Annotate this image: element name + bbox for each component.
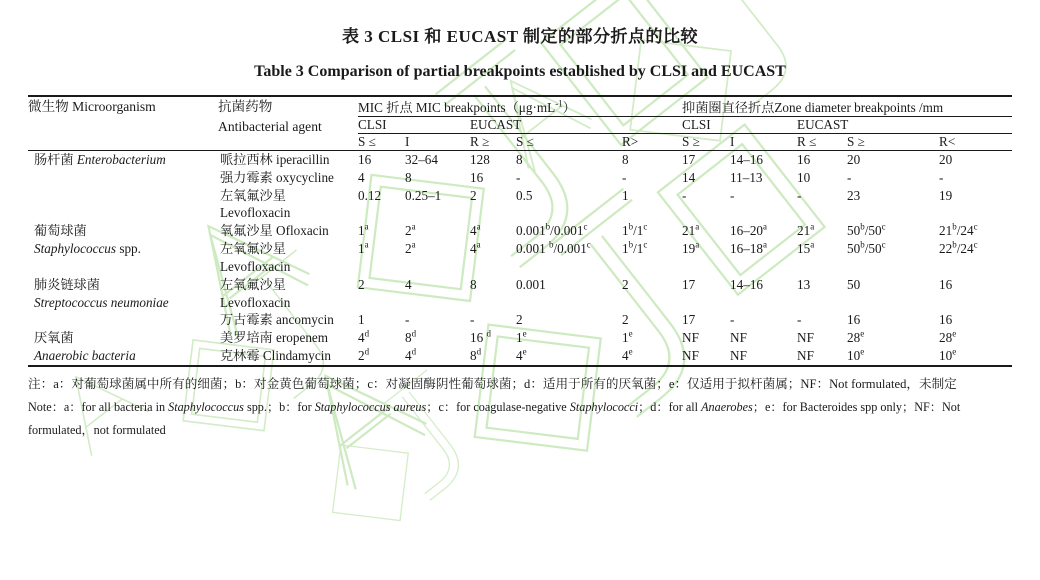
group-header-mic-text: MIC 折点 MIC $breakpoints(\mu g\cdot mL^{-1})$	[358, 98, 576, 115]
cell-microorganism: Streptococcus neumoniae	[34, 294, 169, 310]
cell-value: 2	[470, 187, 477, 203]
cell-value: 4e	[516, 346, 527, 363]
cell-value	[682, 294, 730, 312]
cell-value: NF	[797, 330, 814, 346]
col-header-zone-eucast-s: S ≥	[847, 134, 865, 149]
cell-value: 32–64	[405, 152, 438, 167]
table-body	[28, 151, 1012, 366]
cell-value: NF	[730, 347, 747, 363]
cell-value: NF	[797, 347, 814, 363]
cell-value: 8	[622, 152, 629, 167]
cell-value	[358, 294, 405, 312]
cell-value: -	[939, 169, 944, 185]
breakpoints-table	[28, 95, 1012, 367]
table-title-chinese: 表 3 CLSI 和 EUCAST 制定的部分折点的比较	[341, 27, 699, 46]
cell-value	[358, 204, 405, 222]
cell-value: 50$^b$/50$^c$	[847, 221, 886, 239]
cell-value: 16	[797, 152, 811, 167]
subgroup-mic-eucast: EUCAST	[470, 117, 682, 134]
cell-value	[405, 294, 470, 312]
cell-value: -	[847, 169, 852, 185]
stub-drug-label-cn: 抗菌药物	[218, 99, 273, 114]
cell-value: -	[797, 312, 802, 328]
cell-value: -	[405, 312, 410, 328]
cell-value: 8$^d$	[470, 346, 482, 363]
stub-microorganism-cell	[28, 96, 218, 151]
cell-value	[730, 204, 797, 222]
cell-microorganism: Anaerobic bacteria	[34, 347, 136, 363]
cell-value	[470, 204, 516, 222]
cell-value	[405, 204, 470, 222]
cell-value: 28e	[939, 328, 957, 346]
cell-value: 16	[847, 312, 861, 328]
cell-value: -	[730, 187, 735, 203]
cell-value	[847, 204, 939, 222]
footnote-chinese: 注：a：对葡萄球菌属中所有的细菌；b：对金黄色葡萄球菌；c：对凝固酶阴性葡萄球菌；d：适用于所有的厌氧菌；e：仅适用于拟杆菌属；NF：Not formulated，未制定	[28, 376, 957, 391]
cell-antibacterial-agent: 强力霉素 oxycycline	[220, 169, 334, 185]
cell-microorganism	[28, 204, 218, 222]
cell-microorganism: 肺炎链球菌	[34, 276, 100, 292]
cell-value: 0.25–1	[405, 187, 442, 203]
table-row	[28, 204, 1012, 222]
col-header-mic-eucast-s: S ≤	[516, 134, 534, 149]
cell-microorganism	[28, 187, 218, 205]
cell-value: 50$^b$/50$^c$	[847, 239, 886, 257]
table-row	[28, 222, 1012, 240]
cell-value: 4$^a$	[470, 221, 481, 239]
cell-value	[847, 294, 939, 312]
cell-value	[516, 258, 622, 276]
cell-antibacterial-agent: 万古霉素 ancomycin	[220, 312, 334, 328]
cell-value	[622, 258, 682, 276]
col-header-zone-clsi-s: S ≥	[682, 134, 700, 149]
col-header-mic-clsi-s: S ≤	[358, 134, 376, 149]
cell-value: 17	[682, 152, 696, 167]
cell-value	[622, 204, 682, 222]
cell-value: 13	[797, 276, 811, 292]
cell-value: 4$^d$	[358, 328, 370, 346]
cell-microorganism	[28, 311, 218, 329]
table-row	[28, 169, 1012, 187]
cell-value	[682, 258, 730, 276]
cell-value	[622, 294, 682, 312]
cell-value: 128	[470, 152, 490, 167]
cell-antibacterial-agent: Levofloxacin	[220, 205, 291, 221]
cell-value: 2	[622, 312, 629, 328]
cell-value: 16	[939, 276, 953, 292]
cell-value	[470, 294, 516, 312]
footnote-english: Note：a：for all bacteria in Staphylococcus spp.；b：for Staphylococcus aureus；c：for coagulase-negative Staphylococci；d：for all Anaerobes；e：for Bacteroides spp only；NF：Not formulated，not formulated	[28, 400, 961, 437]
cell-value: -	[622, 169, 627, 185]
cell-value: 11–13	[730, 169, 763, 185]
cell-value: 8	[470, 276, 477, 292]
cell-antibacterial-agent: Levofloxacin	[220, 294, 291, 310]
cell-value: -	[470, 312, 475, 328]
cell-microorganism: 肠杆菌 Enterobacterium	[34, 152, 166, 167]
subgroup-mic-clsi: CLSI	[358, 117, 470, 134]
group-header-mic	[358, 96, 682, 117]
stub-drug-cell	[218, 96, 358, 151]
table-footnotes	[28, 367, 1012, 441]
table-row	[28, 187, 1012, 205]
table-row	[28, 347, 1012, 366]
cell-microorganism: Staphylococcus spp.	[34, 241, 141, 257]
cell-value: 4	[405, 276, 412, 292]
cell-value: 16 $^d$	[470, 328, 491, 346]
subgroup-zone-clsi: CLSI	[682, 117, 797, 134]
cell-antibacterial-agent: 哌拉西林 iperacillin	[220, 152, 330, 167]
cell-value: 1$^b$/1$^c$	[622, 239, 648, 257]
cell-value: 2$^d$	[358, 346, 370, 363]
cell-value	[470, 258, 516, 276]
cell-value: 10e	[939, 346, 957, 363]
cell-value: 15$^a$	[797, 239, 815, 257]
col-header-mic-clsi-i: I	[405, 134, 410, 149]
cell-value: 10	[797, 169, 811, 185]
cell-value: 16	[470, 169, 484, 185]
cell-value: 16–20$^a$	[730, 221, 767, 239]
col-header-zone-eucast-r: R<	[939, 134, 956, 149]
cell-antibacterial-agent: 氧氟沙星 Ofloxacin	[220, 223, 329, 239]
cell-value: 17	[682, 312, 696, 328]
cell-value: 17	[682, 276, 696, 292]
cell-value: 20	[939, 152, 953, 167]
cell-value: 1	[622, 187, 629, 203]
cell-value: 2$^a$	[405, 221, 416, 239]
table-title-english: Table 3 Comparison of partial breakpoints established by CLSI and EUCAST	[254, 63, 786, 80]
cell-value: 14–16	[730, 276, 764, 292]
cell-value: 16–18$^a$	[730, 239, 767, 257]
cell-value: 19	[939, 187, 953, 203]
group-header-zone-text: 抑菌圈直径折点Zone diameter breakpoints /mm	[682, 100, 944, 115]
cell-value: 2	[516, 312, 523, 328]
cell-value: NF	[682, 347, 699, 363]
cell-value	[516, 294, 622, 312]
mic-unit-exponent: -1	[555, 98, 563, 109]
cell-microorganism: 葡萄球菌	[34, 223, 87, 239]
cell-value: 21$^a$	[682, 221, 700, 239]
cell-value: NF	[682, 330, 699, 346]
cell-microorganism	[28, 169, 218, 187]
cell-value: 4$^a$	[470, 239, 481, 257]
cell-value: 23	[847, 187, 861, 203]
col-header-mic-clsi-r: R ≥	[470, 134, 490, 149]
cell-value: 19$^a$	[682, 239, 700, 257]
cell-value	[847, 258, 939, 276]
cell-value: 10e	[847, 346, 865, 363]
cell-value: 1$^b$/1$^c$	[622, 221, 648, 239]
cell-microorganism	[28, 258, 218, 276]
cell-value	[682, 204, 730, 222]
cell-value	[939, 204, 1012, 222]
table-row	[28, 258, 1012, 276]
stub-drug-label-en: Antibacterial agent	[218, 119, 322, 135]
cell-value: 1e	[516, 328, 527, 346]
cell-value: 4$^d$	[405, 346, 417, 363]
cell-value: 28e	[847, 328, 865, 346]
cell-value	[797, 204, 847, 222]
cell-value: 16	[358, 152, 372, 167]
cell-value	[516, 204, 622, 222]
cell-value: 8	[516, 152, 523, 167]
cell-antibacterial-agent: 左氧氟沙星	[220, 276, 286, 292]
cell-value	[405, 258, 470, 276]
cell-value: -	[682, 187, 687, 203]
cell-antibacterial-agent: 左氧氟沙星	[220, 187, 286, 203]
table-row	[28, 240, 1012, 258]
cell-value	[797, 258, 847, 276]
table-row	[28, 151, 1012, 169]
cell-antibacterial-agent: 克林霉 Clindamycin	[220, 347, 331, 363]
cell-value: 22$^b$/24$^c$	[939, 239, 978, 257]
col-header-zone-clsi-r: R ≤	[797, 134, 817, 149]
cell-value: 1$^a$	[358, 239, 369, 257]
cell-value: -	[797, 187, 802, 203]
cell-value: 50	[847, 276, 861, 292]
cell-value: 0.001 $^b$/0.001$^c$	[516, 239, 591, 257]
subgroup-zone-eucast: EUCAST	[797, 117, 1012, 134]
cell-value: 14–16	[730, 152, 764, 167]
cell-value: 0.001$^b$/0.001$^c$	[516, 221, 588, 239]
cell-value: 0.12	[358, 187, 382, 203]
cell-value: 21$^a$	[797, 221, 815, 239]
cell-antibacterial-agent: 左氧氟沙星	[220, 241, 286, 257]
cell-value: 0.5	[516, 187, 533, 203]
cell-value: -	[730, 312, 735, 328]
cell-value: -	[516, 169, 521, 185]
cell-value: 1	[358, 312, 365, 328]
cell-value	[939, 294, 1012, 312]
cell-value: 14	[682, 169, 696, 185]
cell-value: 2	[622, 276, 629, 292]
header-group-row	[28, 96, 1012, 117]
table-row	[28, 276, 1012, 294]
table-row	[28, 329, 1012, 347]
group-header-zone	[682, 96, 1012, 117]
cell-value: 21$^b$/24$^c$	[939, 221, 978, 239]
cell-value: NF	[730, 330, 747, 346]
cell-value	[730, 258, 797, 276]
cell-value: 16	[939, 312, 953, 328]
cell-value	[730, 294, 797, 312]
cell-value	[939, 258, 1012, 276]
cell-microorganism: 厌氧菌	[34, 330, 74, 346]
cell-value: 2	[358, 276, 365, 292]
cell-value: 0.001	[516, 276, 546, 292]
cell-value: 20	[847, 152, 861, 167]
stub-microorganism-label: 微生物 Microorganism	[28, 99, 156, 114]
cell-antibacterial-agent: Levofloxacin	[220, 258, 291, 274]
cell-antibacterial-agent: 美罗培南 eropenem	[220, 330, 329, 346]
cell-value: 8	[405, 169, 412, 185]
table-row	[28, 294, 1012, 312]
cell-value: 4e	[622, 346, 633, 363]
cell-value: 1$^a$	[358, 221, 369, 239]
col-header-mic-eucast-r: R>	[622, 134, 639, 149]
cell-value: 4	[358, 169, 365, 185]
table-row	[28, 311, 1012, 329]
cell-value: 2$^a$	[405, 239, 416, 257]
cell-value	[797, 294, 847, 312]
cell-value: 8$^d$	[405, 328, 417, 346]
cell-value: 1e	[622, 328, 633, 346]
cell-value	[358, 258, 405, 276]
col-header-zone-clsi-i: I	[730, 134, 735, 149]
